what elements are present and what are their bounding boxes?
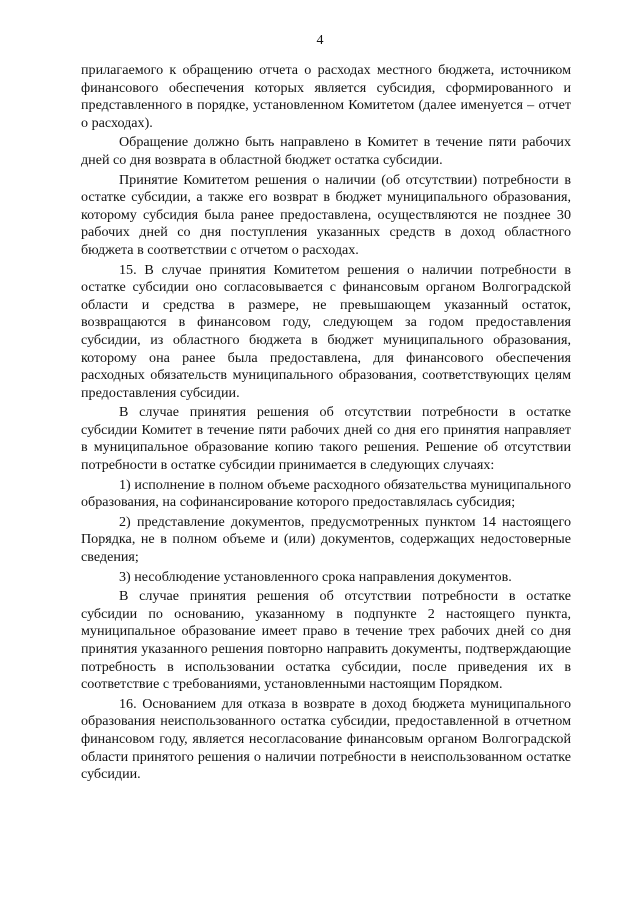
page-number: 4 [316, 33, 324, 48]
paragraph-no-need-decision: В случае принятия решения об отсутствии потребности в остатке субсидии Комитет в течение пяти рабочих дней со дня его принятия направляет в муниципальное образование копию такого решения. Решение об отсутствии потребности в остатке субсидии принимается в следующих случаях: [81, 404, 571, 474]
list-item-2: 2) представление документов, предусмотренных пунктом 14 настоящего Порядка, не в полном объеме и (или) документов, содержащих недостоверные сведения; [81, 513, 571, 566]
list-item-1: 1) исполнение в полном объеме расходного обязательства муниципального образования, на софинансирование которого предоставлялась субсидия; [81, 476, 571, 511]
paragraph-resubmission-right: В случае принятия решения об отсутствии потребности в остатке субсидии по основанию, указанному в подпункте 2 настоящего пункта, муниципальное образование имеет право в течение трех рабочих дней со дня принятия указанного решения повторно направить документы, подтверждающие потребность в использовании остатка субсидии, после приведения их в соответствие с требованиями, установленными настоящим Порядком. [81, 588, 571, 693]
list-item-3: 3) несоблюдение установленного срока направления документов. [119, 568, 512, 585]
paragraph-clause-15: 15. В случае принятия Комитетом решения о наличии потребности в остатке субсидии оно согласовывается с финансовым органом Волгоградской области и средства в размере, не превышающем указанный остаток, возвращаются в финансовом году, следующем за годом предоставления субсидии, из областного бюджета в бюджет муниципального образования, которому она ранее была предоставлена, для финансового обеспечения расходных обязательств муниципального образования, соответствующих целям предоставления субсидии. [81, 261, 571, 401]
paragraph-decision-deadline: Принятие Комитетом решения о наличии (об отсутствии) потребности в остатке субсидии, а также его возврат в бюджет муниципального образования, которому субсидия была ранее предоставлена, осуществляются не позднее 30 рабочих дней со дня поступления указанных средств в доход областного бюджета в соответствии с отчетом о расходах. [81, 171, 571, 258]
paragraph-appeal-deadline: Обращение должно быть направлено в Комитет в течение пяти рабочих дней со дня возврата в областной бюджет остатка субсидии. [81, 134, 571, 168]
paragraph-clause-16: 16. Основанием для отказа в возврате в доход бюджета муниципального образования неиспользованного остатка субсидии, предоставленной в отчетном финансовом году, является несогласование финансовым органом Волгоградской области принятого решения о наличии потребности в неиспользованном остатке субсидии. [81, 695, 571, 783]
paragraph-continuation: прилагаемого к обращению отчета о расходах местного бюджета, источником финансового обеспечения которых является субсидия, сформированного и представленного в порядке, установленном Комитетом (далее именуется – отчет о расходах). [81, 62, 571, 131]
document-body [81, 62, 571, 784]
